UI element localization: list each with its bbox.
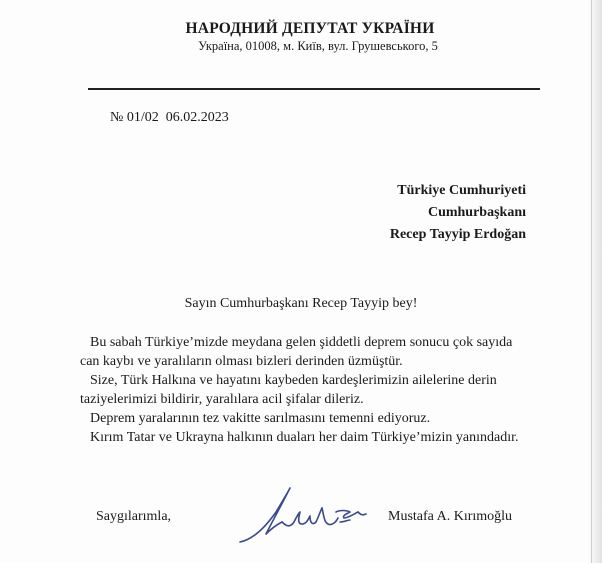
reference-number-date: № 01/02 06.02.2023 [110,110,229,125]
body-line: Deprem yaralarının tez vakitte sarılmasını temenni ediyoruz. [90,411,431,426]
body-line: can kaybı ve yaralıların olması bizleri derinden üzmüştür. [80,354,403,369]
body-line: Kırım Tatar ve Ukrayna halkının duaları her daim Türkiye’mizin yanındadır. [90,430,519,445]
body-line: Bu sabah Türkiye’mizde meydana gelen şiddetli deprem sonucu çok sayıda [90,335,513,350]
handwritten-signature [232,482,382,548]
letterhead-title: НАРОДНИЙ ДЕПУТАТ УКРАЇНИ [185,20,435,37]
signer-name: Mustafa A. Kırımoğlu [388,509,513,524]
letterhead-address: Україна, 01008, м. Київ, вул. Грушевського, 5 [198,39,438,53]
addressee-line: Recep Tayyip Erdoğan [389,227,526,242]
body-line: Size, Türk Halkına ve hayatını kaybeden kardeşlerimizin ailelerine derin [90,373,497,388]
addressee-block [390,180,526,246]
addressee-line: Cumhurbaşkanı [427,205,526,220]
addressee-line: Türkiye Cumhuriyeti [397,183,526,198]
letterhead-divider [88,88,540,90]
page-edge-line [591,0,592,563]
body-line: taziyelerimizi bildirir, yaralılara acil şifalar dileriz. [80,392,364,407]
letter-body [80,333,550,447]
closing-phrase: Saygılarımla, [96,509,172,524]
salutation: Sayın Cumhurbaşkanı Recep Tayyip bey! [184,296,418,311]
